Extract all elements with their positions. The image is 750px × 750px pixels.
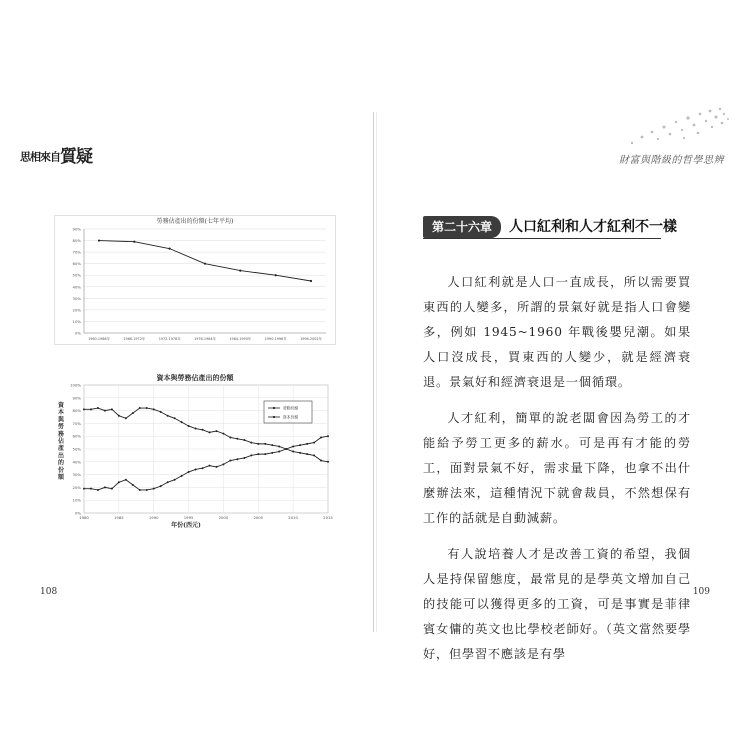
chart1-point xyxy=(204,263,206,265)
chart2-point xyxy=(313,454,315,456)
chart2-point xyxy=(215,430,217,432)
chart1-point xyxy=(310,280,312,282)
chart1-y-tick-label: 70% xyxy=(72,249,81,255)
chart2-point xyxy=(271,444,273,446)
chart2-point xyxy=(167,481,169,483)
chart2-point xyxy=(292,451,294,453)
chart2-point xyxy=(299,452,301,454)
chart2-point xyxy=(313,442,315,444)
chart2-point xyxy=(320,436,322,438)
chart2-y-axis-label-char: 勞 xyxy=(57,423,65,431)
chart2-point xyxy=(215,466,217,468)
paragraph-1: 人口紅利就是人口一直成長，所以需要買東西的人變多，所謂的景氣好就是指人口會變多，例如 1945~1960 年戰後嬰兒潮。如果人口沒成長，買東西的人變少，就是經濟衰退。景氣好和經濟衰退是一個循環。 xyxy=(423,275,691,389)
chart2-point xyxy=(111,408,113,410)
chart2-y-axis-label-char: 的 xyxy=(57,459,65,467)
chart2-point xyxy=(306,453,308,455)
chart2-y-tick-label: 60% xyxy=(72,433,81,439)
chart2-y-axis-label-char: 額 xyxy=(57,474,65,481)
chart2-point xyxy=(202,467,204,469)
chart2-point xyxy=(327,435,329,437)
chart2-point xyxy=(285,448,287,450)
chart1-point xyxy=(275,274,277,276)
chart1-y-tick-label: 20% xyxy=(72,307,81,313)
chart2-title: 資本與勞務佔產出的份額 xyxy=(156,373,234,382)
chart2-x-tick-label: 2015 xyxy=(323,515,333,520)
chart2-point xyxy=(327,461,329,463)
chart2-x-tick-label: 2010 xyxy=(288,515,298,520)
chart1-frame xyxy=(55,216,336,345)
chart1-series-line xyxy=(99,241,311,281)
logo-main-text: 思相來自 xyxy=(20,150,60,164)
chart1-x-tick-label: 1972-1978年 xyxy=(158,337,181,341)
chapter-underline xyxy=(423,238,661,239)
chart2-point xyxy=(202,429,204,431)
paragraph-3: 有人說培養人才是改善工資的希望，我個人是持保留態度，最常見的是學英文增加自己的技能可以獲得更多的工資，可是事實是菲律賓女傭的英文也比學校老師好。（英文當然要學好，但學習不應該是有學 xyxy=(423,547,691,661)
chart2-point xyxy=(160,485,162,487)
chart2-point xyxy=(83,408,85,410)
chart1-x-tick-label: 1978-1984年 xyxy=(194,337,216,341)
chart1-point xyxy=(133,241,135,243)
chart2-point xyxy=(243,439,245,441)
chart2-x-tick-label: 1985 xyxy=(114,515,124,520)
chart2-y-tick-label: 70% xyxy=(72,420,81,426)
chart1-x-tick-label: 1990-1996年 xyxy=(264,337,287,341)
chart2-point xyxy=(250,442,252,444)
chart1-point xyxy=(98,239,100,241)
body-text xyxy=(423,270,691,678)
chart2-point xyxy=(181,421,183,423)
chart2-legend-marker xyxy=(273,407,275,409)
chart2-point xyxy=(104,486,106,488)
chart2-point xyxy=(174,417,176,419)
chart2-point xyxy=(257,443,259,445)
chart2-point xyxy=(125,479,127,481)
labor-share-chart xyxy=(54,215,336,345)
chart2-y-tick-label: 10% xyxy=(72,497,81,503)
chart1-title: 勞務佔產出的份額(七年平均) xyxy=(156,218,234,225)
chart1-y-tick-label: 50% xyxy=(72,272,81,278)
left-page xyxy=(14,95,371,635)
book-gutter xyxy=(373,112,374,632)
chart1-x-tick-label: 1996-2002年 xyxy=(300,337,322,341)
chart2-y-tick-label: 40% xyxy=(72,459,81,465)
chart2-point xyxy=(118,415,120,417)
chart2-point xyxy=(153,488,155,490)
chart2-y-tick-label: 20% xyxy=(72,484,81,490)
chart2-y-tick-label: 80% xyxy=(72,408,81,414)
chart2-point xyxy=(146,407,148,409)
chart2-y-axis-label-char: 務 xyxy=(57,430,65,438)
chart2-y-tick-label: 30% xyxy=(72,472,81,478)
chart2-point xyxy=(222,433,224,435)
chart2-legend-marker xyxy=(273,416,275,418)
chart1-x-tick-label: 1960-1966年 xyxy=(88,337,110,341)
chart2-y-axis-label-char: 份 xyxy=(57,466,65,474)
chart2-point xyxy=(132,412,134,414)
chart2-x-tick-label: 2000 xyxy=(218,515,229,520)
chart2-point xyxy=(139,407,141,409)
chart2-point xyxy=(299,444,301,446)
chart1-plot xyxy=(54,215,336,345)
page-number-left: 108 xyxy=(40,587,58,597)
chart1-point xyxy=(239,270,241,272)
chart1-y-tick-label: 40% xyxy=(72,284,81,290)
chart2-point xyxy=(208,465,210,467)
chart2-y-tick-label: 100% xyxy=(70,382,81,388)
right-page xyxy=(379,95,736,661)
chart2-legend-label: 勞動份額 xyxy=(283,405,299,411)
chart2-x-tick-label: 1980 xyxy=(79,515,89,520)
chart2-point xyxy=(174,479,176,481)
chart2-point xyxy=(257,453,259,455)
book-logo xyxy=(20,141,96,173)
chart2-y-axis-label-char: 出 xyxy=(57,452,65,460)
chart2-y-axis-label-char: 產 xyxy=(57,445,65,453)
chart2-y-axis-label-char: 本 xyxy=(57,409,65,417)
chart2-point xyxy=(83,488,85,490)
chart2-point xyxy=(243,457,245,459)
chart2-point xyxy=(97,407,99,409)
page-number-right: 109 xyxy=(692,587,710,597)
chart1-y-tick-label: 10% xyxy=(72,318,81,324)
chart2-point xyxy=(188,425,190,427)
book-gutter-shadow xyxy=(376,112,377,632)
chart2-point xyxy=(278,445,280,447)
chart1-x-tick-label: 1984-1990年 xyxy=(229,337,252,341)
chart2-point xyxy=(188,471,190,473)
chart2-point xyxy=(195,468,197,470)
chart2-point xyxy=(271,452,273,454)
chart2-point xyxy=(320,460,322,462)
chart2-point xyxy=(222,463,224,465)
chart2-y-tick-label: 50% xyxy=(72,446,81,452)
chart2-point xyxy=(236,458,238,460)
chart2-point xyxy=(97,489,99,491)
chart2-point xyxy=(278,451,280,453)
chart2-point xyxy=(229,460,231,462)
chart1-y-tick-label: 90% xyxy=(72,226,81,232)
logo-emphasis-text: 質疑 xyxy=(60,147,92,167)
chart2-point xyxy=(125,417,127,419)
chart2-y-tick-label: 0% xyxy=(74,510,81,516)
chart2-point xyxy=(306,443,308,445)
chart2-point xyxy=(292,445,294,447)
chart2-point xyxy=(132,484,134,486)
chart2-point xyxy=(146,489,148,491)
chart2-x-tick-label: 2005 xyxy=(253,515,264,520)
chart2-x-axis-label: 年份(西元) xyxy=(171,522,201,529)
chapter-label: 第二十六章 xyxy=(423,216,501,238)
chart1-y-tick-label: 0% xyxy=(74,330,81,336)
chart2-point xyxy=(195,428,197,430)
chart2-point xyxy=(153,408,155,410)
chart2-point xyxy=(250,454,252,456)
chapter-title: 人口紅利和人才紅利不一樣 xyxy=(509,219,677,235)
capital-labor-share-chart xyxy=(54,373,336,543)
chart2-point xyxy=(90,488,92,490)
chart2-point xyxy=(90,408,92,410)
chart2-point xyxy=(208,431,210,433)
chart2-y-axis-label-char: 資 xyxy=(57,402,65,409)
chart2-x-tick-label: 1995 xyxy=(183,515,194,520)
chart2-point xyxy=(229,436,231,438)
chart2-plot xyxy=(54,373,336,543)
chart2-point xyxy=(104,410,106,412)
decorative-text-swirl-icon xyxy=(612,103,732,149)
series-title: 財富與階級的哲學思辨 xyxy=(619,155,724,166)
chart2-series-line-2 xyxy=(84,436,328,490)
chart2-y-axis-label-char: 與 xyxy=(57,416,65,424)
chart2-point xyxy=(111,488,113,490)
chart2-point xyxy=(118,481,120,483)
paragraph-2: 人才紅利，簡單的說老闆會因為勞工的才能給予勞工更多的薪水。可是再有才能的勞工，面對景氣不好，需求量下降，也拿不出什麼辦法來，這種情況下就會裁員，不然想保有工作的話就是自動減薪。 xyxy=(423,411,691,525)
chart2-y-tick-label: 90% xyxy=(72,395,81,401)
chart1-point xyxy=(169,248,171,250)
chart2-y-axis-label-char: 佔 xyxy=(57,438,65,445)
chart2-point xyxy=(264,443,266,445)
chart1-y-tick-label: 80% xyxy=(72,238,81,244)
chart2-legend-label: 資本份額 xyxy=(283,414,299,420)
chart2-point xyxy=(167,415,169,417)
chart1-x-tick-label: 1966-1972年 xyxy=(123,337,146,341)
chart2-point xyxy=(181,475,183,477)
chart2-legend-box xyxy=(264,401,312,423)
chart2-point xyxy=(236,438,238,440)
chart1-y-tick-label: 60% xyxy=(72,261,81,267)
chart1-y-tick-label: 30% xyxy=(72,295,81,301)
chart2-point xyxy=(160,411,162,413)
chart2-point xyxy=(139,489,141,491)
chart2-x-tick-label: 1990 xyxy=(148,515,159,520)
chart2-point xyxy=(264,453,266,455)
